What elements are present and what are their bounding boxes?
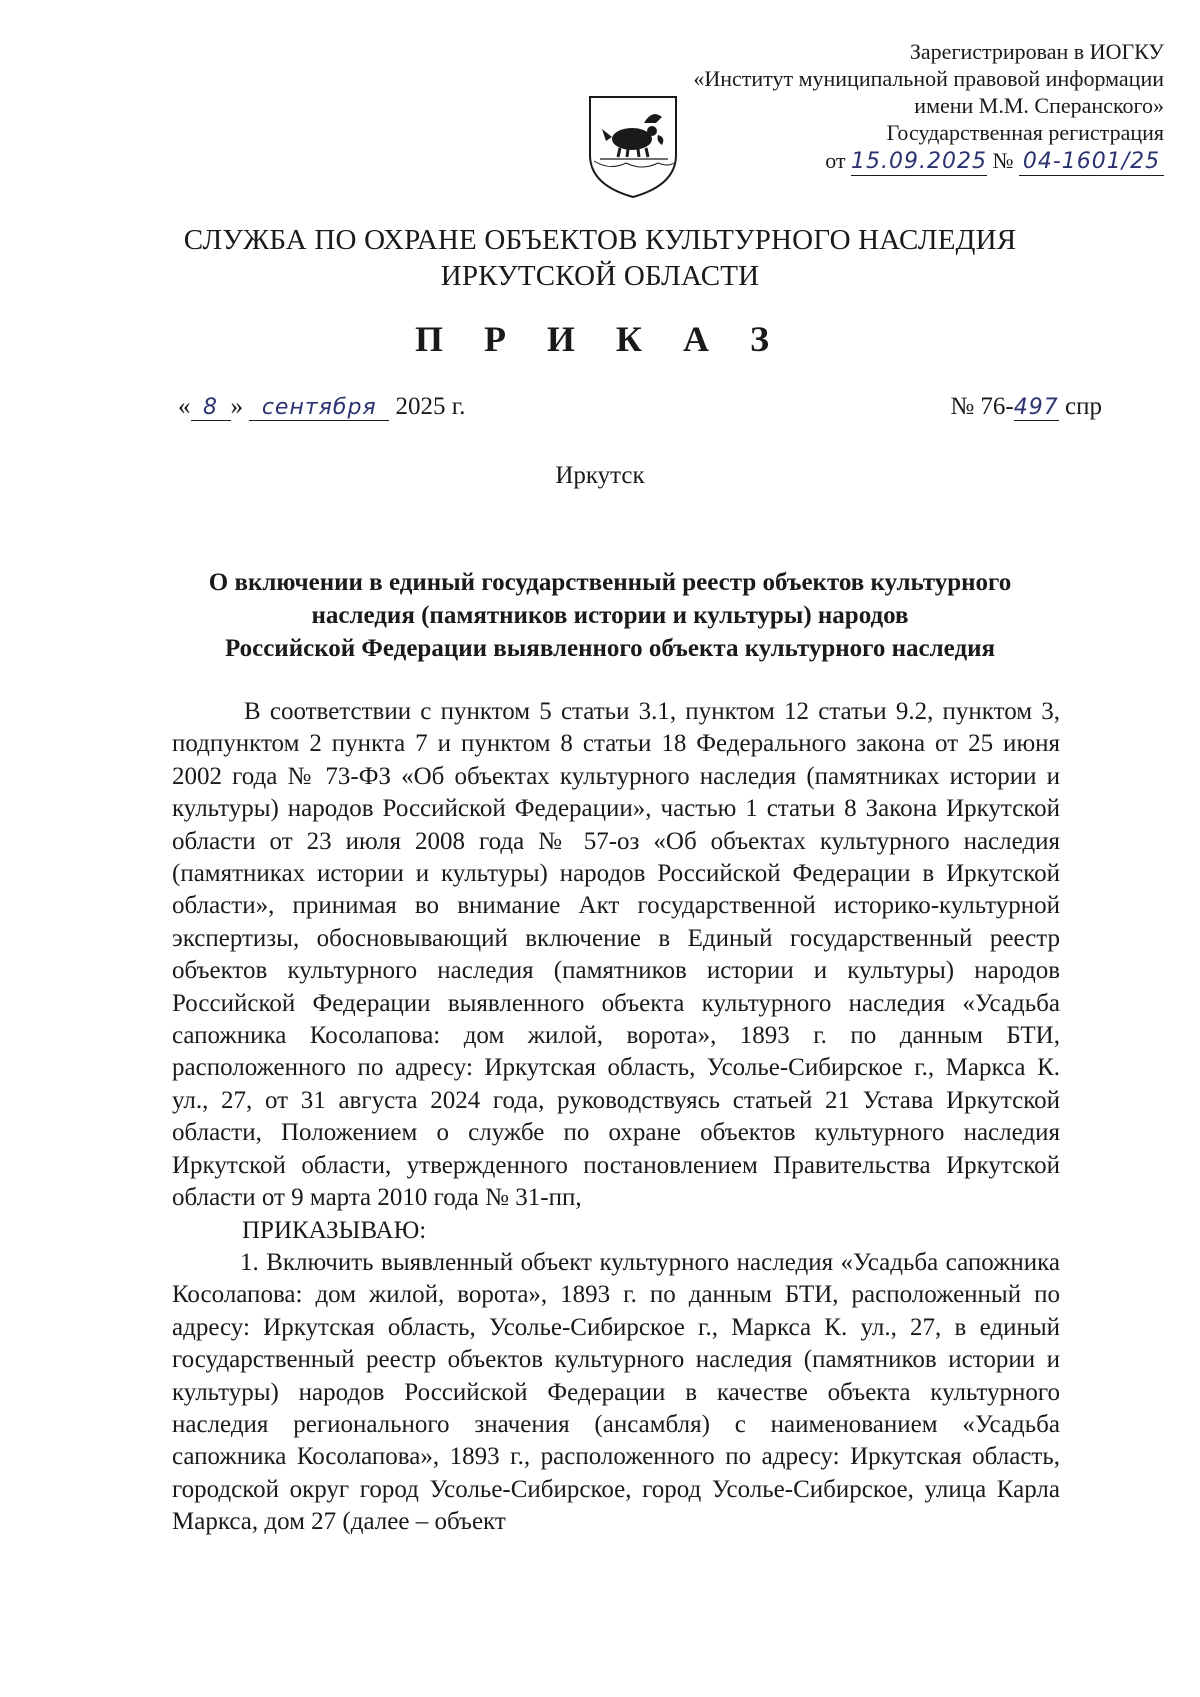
order-date: [178, 393, 465, 421]
order-number-handwritten: 497: [1013, 395, 1059, 420]
clause-1-paragraph: 1. Включить выявленный объект культурного наследия «Усадьба сапожника Косолапова: дом жилой, ворота», 1893 г. по данным БТИ, расположенный по адресу: Иркутская область, Усолье-Сибирское г., Маркса К. ул., 27, в единый государственный реестр объектов культурного наследия (памятников истории и культуры) народов Российской Федерации в качестве объекта культурного наследия регионального значения (ансамбля) с наименованием «Усадьба сапожника Косолапова», 1893 г., расположенного по адресу: Иркутская область, городской округ город Усолье-Сибирское, город Усолье-Сибирское, улица Карла Маркса, дом 27 (далее – объект: [172, 1248, 1060, 1536]
irkutsk-coat-of-arms-icon: [586, 93, 680, 201]
order-number: [950, 393, 1102, 421]
order-number-prefix: № 76-: [950, 393, 1014, 420]
registration-line-2: «Институт муниципальной правовой информации: [693, 66, 1164, 91]
title-line-1: О включении в единый государственный реестр объектов культурного: [208, 569, 1012, 596]
command-paragraph: ПРИКАЗЫВАЮ:: [242, 1216, 427, 1244]
preamble-paragraph: В соответствии с пунктом 5 статьи 3.1, пунктом 12 статьи 9.2, пунктом 3, подпунктом 2 пункта 7 и пунктом 8 статьи 18 Федерального закона от 25 июня 2002 года № 73-ФЗ «Об объектах культурного наследия (памятниках истории и культуры) народов Российской Федерации», частью 1 статьи 8 Закона Иркутской области от 23 июля 2008 года № 57-оз «Об объектах культурного наследия (памятниках истории и культуры) народов Российской Федерации в Иркутской области», принимая во внимание Акт государственной историко-культурной экспертизы, обосновывающий включение в Единый государственный реестр объектов культурного наследия (памятников истории и культуры) народов Российской Федерации выявленного объекта культурного наследия «Усадьба сапожника Косолапова: дом жилой, ворота», 1893 г. по данным БТИ, расположенного по адресу: Иркутская область, Усолье-Сибирское г., Маркса К. ул., 27, от 31 августа 2024 года, руководствуясь статьей 21 Устава Иркутской области, Положением о службе по охране объектов культурного наследия Иркутской области, утвержденного постановлением Правительства Иркутской области от 9 марта 2010 года № 31-пп,: [172, 698, 1060, 1212]
title-line-3: Российской Федерации выявленного объекта культурного наследия: [224, 635, 996, 662]
organization-name: [0, 222, 1200, 294]
registration-from-label: от: [825, 148, 846, 173]
document-body: [172, 696, 1060, 1539]
registration-stamp: [693, 38, 1164, 176]
registration-number: 04-1601/25: [1019, 148, 1164, 176]
document-title: [160, 566, 1060, 665]
date-open-quote: «: [178, 393, 191, 420]
document-type-heading: П Р И К А З: [414, 319, 786, 359]
registration-line-3: имени М.М. Сперанского»: [914, 93, 1164, 118]
registration-line-4: Государственная регистрация: [886, 120, 1164, 145]
order-month: сентября: [249, 395, 389, 421]
order-number-suffix: спр: [1065, 393, 1102, 420]
registration-number-row: [693, 147, 1164, 176]
title-line-2: наследия (памятников истории и культуры) народов: [311, 602, 909, 629]
organization-line-1: СЛУЖБА ПО ОХРАНЕ ОБЪЕКТОВ КУЛЬТУРНОГО НАСЛЕДИЯ: [183, 224, 1017, 256]
order-day: 8: [191, 395, 231, 421]
city-name: Иркутск: [555, 462, 645, 489]
registration-date: 15.09.2025: [851, 149, 987, 174]
date-close-quote: »: [230, 393, 243, 420]
registration-line-1: Зарегистрирован в ИОГКУ: [909, 39, 1164, 64]
registration-no-label: №: [992, 148, 1014, 173]
organization-line-2: ИРКУТСКОЙ ОБЛАСТИ: [440, 260, 760, 292]
order-year: 2025 г.: [395, 393, 466, 420]
